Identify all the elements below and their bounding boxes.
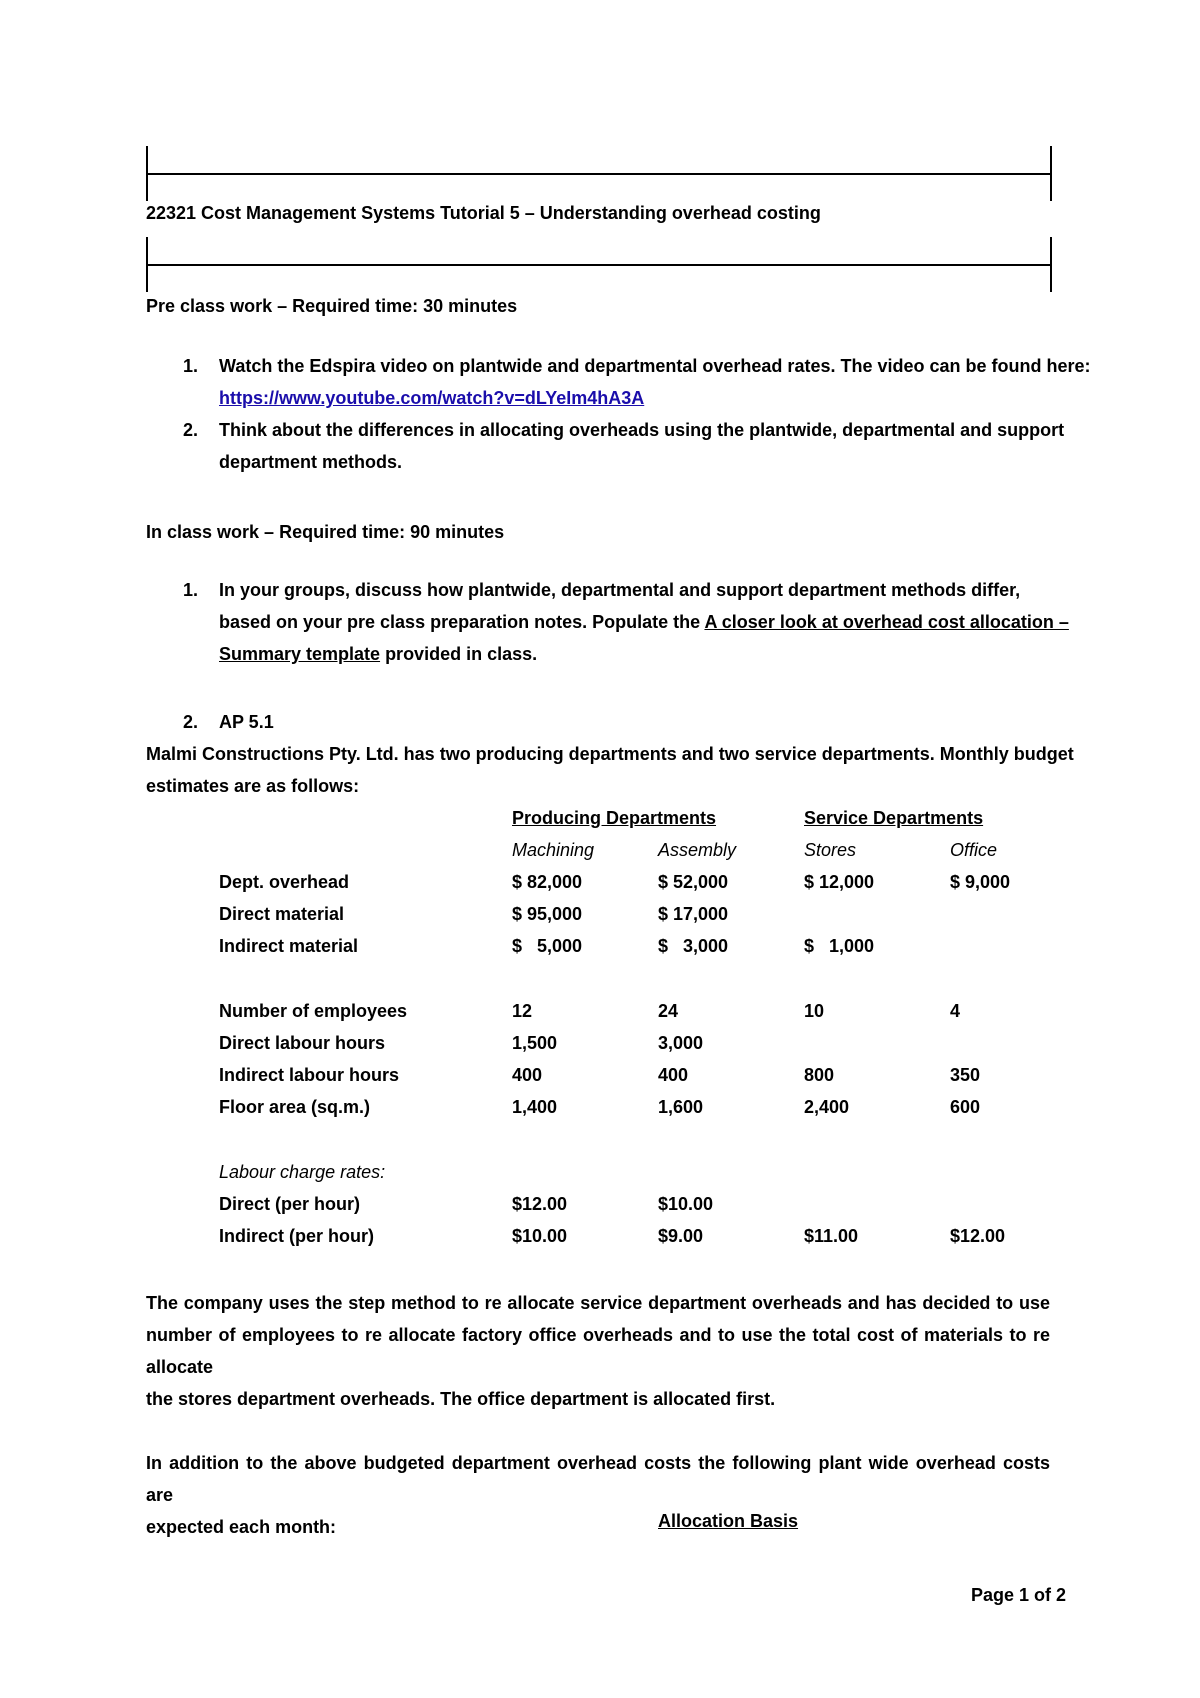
table-cell: $9.00 <box>658 1226 704 1246</box>
in-class-item1-number: 1. <box>183 580 199 600</box>
column-header-stores: Stores <box>804 840 857 860</box>
document-title: 22321 Cost Management Systems Tutorial 5 – Understanding overhead costing <box>146 203 821 223</box>
step-method-paragraph <box>146 1287 1050 1415</box>
pre-class-item2-line1: Think about the differences in allocating overheads using the plantwide, departmental and support <box>219 420 1065 440</box>
plantwide-costs-paragraph <box>146 1447 1050 1543</box>
header-rule-top-left-end <box>146 146 148 201</box>
edspira-video-link[interactable]: https://www.youtube.com/watch?v=dLYeIm4hA3A <box>219 388 645 408</box>
pre-class-item1-number: 1. <box>183 356 199 376</box>
table-cell: $ 17,000 <box>658 904 729 924</box>
table-cell: $ 3,000 <box>658 936 729 956</box>
problem-intro-line2: estimates are as follows: <box>146 776 360 796</box>
column-header-assembly: Assembly <box>658 840 737 860</box>
table-cell: $ 5,000 <box>512 936 583 956</box>
table-cell: 4 <box>950 1001 961 1021</box>
table-cell: 3,000 <box>658 1033 704 1053</box>
table-cell: $10.00 <box>512 1226 568 1246</box>
row-label: Direct material <box>219 904 345 924</box>
row-label: Floor area (sq.m.) <box>219 1097 371 1117</box>
row-label: Indirect (per hour) <box>219 1226 375 1246</box>
labour-rates-heading: Labour charge rates: <box>219 1162 386 1182</box>
row-label: Dept. overhead <box>219 872 350 892</box>
header-rule-bottom-right-end <box>1050 237 1052 292</box>
in-class-item1-line3-text: provided in class. <box>380 644 538 664</box>
table-cell: $11.00 <box>804 1226 859 1246</box>
table-cell: 1,500 <box>512 1033 558 1053</box>
table-cell: $12.00 <box>950 1226 1006 1246</box>
row-label: Number of employees <box>219 1001 408 1021</box>
table-cell: 2,400 <box>804 1097 850 1117</box>
step-method-paragraph-last-line: the stores department overheads. The office department is allocated first. <box>146 1389 776 1409</box>
plantwide-costs-paragraph-body: In addition to the above budgeted department overhead costs the following plant wide overhead costs are <box>146 1453 1050 1505</box>
pre-class-item1-text: Watch the Edspira video on plantwide and departmental overhead rates. The video can be found here: <box>219 356 1091 376</box>
table-cell: $10.00 <box>658 1194 714 1214</box>
in-class-item1-line3 <box>219 644 537 665</box>
row-label: Indirect material <box>219 936 359 956</box>
table-cell: 12 <box>512 1001 533 1021</box>
problem-intro-line1: Malmi Constructions Pty. Ltd. has two producing departments and two service departments. Monthly budget <box>146 744 1074 764</box>
row-label: Indirect labour hours <box>219 1065 400 1085</box>
column-header-machining: Machining <box>512 840 595 860</box>
table-cell: 1,400 <box>512 1097 558 1117</box>
pre-class-heading: Pre class work – Required time: 30 minutes <box>146 296 518 316</box>
in-class-heading: In class work – Required time: 90 minutes <box>146 522 505 542</box>
table-cell: $ 12,000 <box>804 872 875 892</box>
step-method-paragraph-body: The company uses the step method to re allocate service department overheads and has decided to use number of employees to re allocate factory office overheads and to use the total cost of materials to re allocate <box>146 1293 1050 1377</box>
row-label: Direct labour hours <box>219 1033 386 1053</box>
pre-class-item2-number: 2. <box>183 420 199 440</box>
page-number: Page 1 of 2 <box>971 1585 1067 1605</box>
table-cell: 24 <box>658 1001 679 1021</box>
in-class-item2-number: 2. <box>183 712 199 732</box>
table-cell: $12.00 <box>512 1194 568 1214</box>
table-cell: 800 <box>804 1065 835 1085</box>
in-class-item1-line1: In your groups, discuss how plantwide, departmental and support department methods differ, <box>219 580 1021 600</box>
header-rule-top-right-end <box>1050 146 1052 201</box>
in-class-item1-line2 <box>219 612 1069 633</box>
summary-template-link-part2[interactable]: Summary template <box>219 644 381 664</box>
summary-template-link-part1[interactable]: A closer look at overhead cost allocation – <box>704 612 1069 632</box>
header-rule-top <box>146 173 1050 175</box>
allocation-basis-heading: Allocation Basis <box>658 1511 799 1531</box>
in-class-item1-line2-text: based on your pre class preparation notes. Populate the <box>219 612 705 632</box>
header-rule-bottom <box>146 264 1050 266</box>
table-cell: $ 82,000 <box>512 872 583 892</box>
header-rule-bottom-left-end <box>146 237 148 292</box>
table-cell: $ 9,000 <box>950 872 1011 892</box>
table-cell: 400 <box>658 1065 689 1085</box>
problem-title: AP 5.1 <box>219 712 274 732</box>
pre-class-item2-line2: department methods. <box>219 452 403 472</box>
table-cell: 600 <box>950 1097 981 1117</box>
table-cell: $ 95,000 <box>512 904 583 924</box>
row-label: Direct (per hour) <box>219 1194 361 1214</box>
group-header-producing: Producing Departments <box>512 808 717 828</box>
table-cell: 1,600 <box>658 1097 704 1117</box>
group-header-service: Service Departments <box>804 808 984 828</box>
table-cell: $ 1,000 <box>804 936 875 956</box>
column-header-office: Office <box>950 840 998 860</box>
table-cell: 10 <box>804 1001 825 1021</box>
table-cell: $ 52,000 <box>658 872 729 892</box>
table-cell: 350 <box>950 1065 981 1085</box>
table-cell: 400 <box>512 1065 543 1085</box>
plantwide-costs-paragraph-last-line: expected each month: <box>146 1517 337 1537</box>
